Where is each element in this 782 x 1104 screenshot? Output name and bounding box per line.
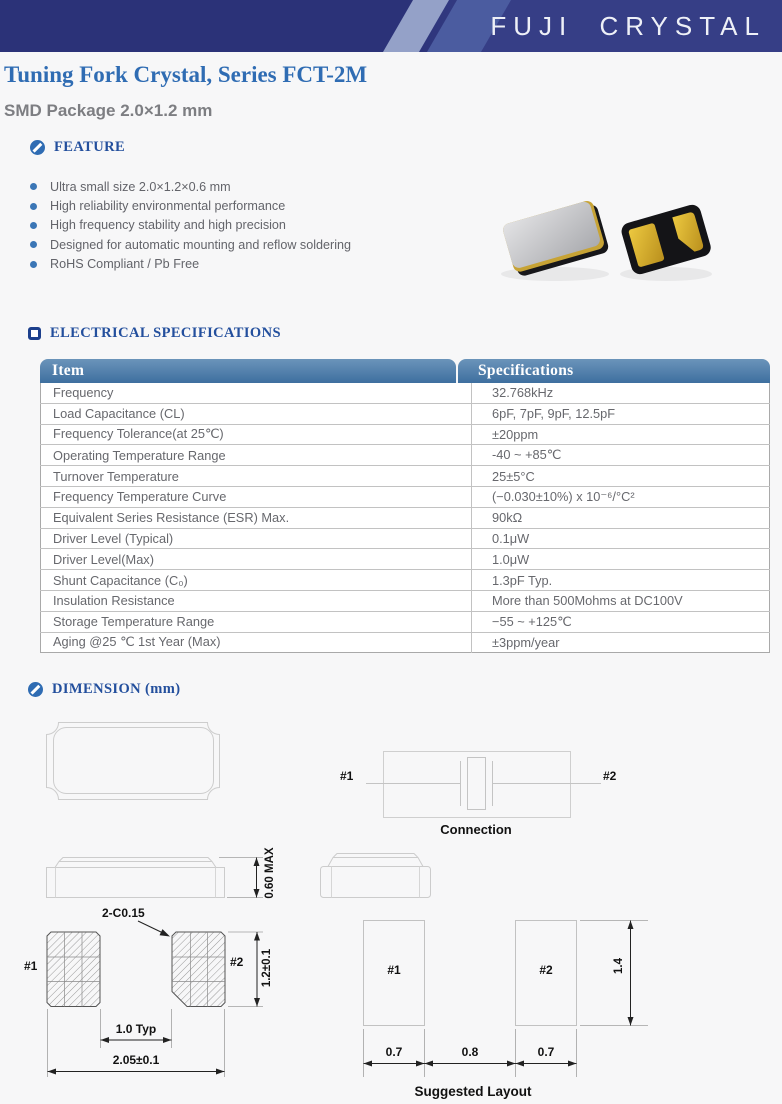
spec-cell: ±3ppm/year <box>492 634 560 650</box>
package-side-view <box>47 858 225 898</box>
header-banner <box>0 0 782 52</box>
package-end-view <box>321 854 431 898</box>
spec-cell: More than 500Mohms at DC100V <box>472 590 770 611</box>
bullet-dot-icon <box>30 261 37 268</box>
spec-cell: 1.0μW <box>472 549 770 570</box>
dimension-section-heading <box>28 681 180 698</box>
item-cell: Frequency Temperature Curve <box>41 486 472 507</box>
chamfer-label: 2-C0.15 <box>102 906 145 920</box>
spec-cell: −55 ~ +125℃ <box>472 611 770 632</box>
item-cell: Equivalent Series Resistance (ESR) Max. <box>41 507 472 528</box>
item-cell: Storage Temperature Range <box>41 611 472 632</box>
connection-diagram <box>366 752 601 818</box>
bullet-dot-icon <box>30 203 37 210</box>
list-item <box>30 177 351 196</box>
list-item <box>30 216 351 235</box>
table-header-row <box>40 359 770 383</box>
feature-list <box>30 177 351 274</box>
feature-text: High frequency stability and high precision <box>50 218 286 233</box>
layout-height-label: 1.4 <box>613 958 625 974</box>
spec-cell: 32.768kHz <box>472 383 770 403</box>
layout-pin1-label: #1 <box>387 963 401 977</box>
table-row <box>41 528 770 549</box>
pad-pitch-label: 1.0 Typ <box>115 1022 157 1036</box>
pad1-shape <box>47 932 100 1007</box>
spec-cell: 25±5°C <box>472 466 770 487</box>
table-row <box>41 570 770 591</box>
spec-cell: 6pF, 7pF, 9pF, 12.5pF <box>472 403 770 424</box>
chamfer-leader-arrow <box>138 921 170 937</box>
connection-pin2-label: #2 <box>603 769 617 783</box>
spec-cell: 0.1μW <box>472 528 770 549</box>
table-row <box>41 466 770 487</box>
bullet-dot-icon <box>30 183 37 190</box>
table-row <box>41 507 770 528</box>
item-cell: Load Capacitance (CL) <box>41 403 472 424</box>
crystal-top-view-photo <box>501 199 609 279</box>
layout-pin2-label: #2 <box>539 963 553 977</box>
slash-circle-icon <box>28 682 43 697</box>
dimension-heading-label: DIMENSION (mm) <box>52 681 181 697</box>
table-row <box>41 549 770 570</box>
suggested-layout-caption: Suggested Layout <box>414 1084 532 1099</box>
feature-heading-label: FEATURE <box>54 139 126 155</box>
item-cell: Insulation Resistance <box>41 590 472 611</box>
table-row <box>41 632 770 653</box>
electrical-section-heading <box>28 325 281 342</box>
layout-pad-right-label: 0.7 <box>537 1045 555 1059</box>
square-outline-icon <box>28 327 41 340</box>
connection-caption: Connection <box>440 822 512 837</box>
bullet-dot-icon <box>30 222 37 229</box>
layout-gap-label: 0.8 <box>461 1045 479 1059</box>
table-row <box>41 383 770 403</box>
feature-section-heading <box>30 139 125 156</box>
bullet-dot-icon <box>30 241 37 248</box>
list-item <box>30 196 351 215</box>
connection-pin1-label: #1 <box>340 769 354 783</box>
table-row <box>41 445 770 466</box>
brand-logo-text: FUJI CRYSTAL <box>490 11 766 41</box>
depth-dimension <box>228 932 263 1007</box>
height-dimension <box>219 858 263 898</box>
feature-text: High reliability environmental performance <box>50 199 286 214</box>
electrical-spec-table <box>40 359 770 653</box>
table-row <box>41 486 770 507</box>
body-depth-label: 1.2±0.1 <box>261 948 273 988</box>
spec-cell: 1.3pF Typ. <box>472 570 770 591</box>
table-header-item: Item <box>40 359 456 383</box>
page-subtitle: SMD Package 2.0×1.2 mm <box>4 101 213 120</box>
table-header-specifications: Specifications <box>458 359 770 383</box>
crystal-bottom-view-photo <box>619 203 712 277</box>
layout-pad-left-label: 0.7 <box>385 1045 403 1059</box>
pad2-shape <box>172 932 225 1007</box>
spec-cell: 90kΩ <box>472 507 770 528</box>
package-top-view <box>47 723 220 800</box>
table-row <box>41 424 770 445</box>
spec-cell: (−0.030±10%) x 10⁻⁶/°C² <box>472 486 770 507</box>
table-row <box>41 590 770 611</box>
feature-text: Designed for automatic mounting and reflow soldering <box>50 237 352 252</box>
bottom-pin2-label: #2 <box>230 955 244 969</box>
item-cell: Driver Level (Typical) <box>41 528 472 549</box>
spec-cell: -40 ~ +85℃ <box>472 445 770 466</box>
height-max-label: 0.60 MAX <box>264 847 276 899</box>
electrical-heading-label: ELECTRICAL SPECIFICATIONS <box>50 325 281 341</box>
spec-cell: ±20ppm <box>472 424 770 445</box>
list-item <box>30 255 351 274</box>
list-item <box>30 235 351 254</box>
item-cell: Shunt Capacitance (C₀) <box>41 570 472 591</box>
item-cell: Driver Level(Max) <box>41 549 472 570</box>
body-width-label: 2.05±0.1 <box>112 1053 160 1067</box>
table-row <box>41 403 770 424</box>
table-row <box>41 611 770 632</box>
item-cell: Frequency Tolerance(at 25℃) <box>41 424 472 445</box>
page-title: Tuning Fork Crystal, Series FCT-2M <box>4 62 368 87</box>
feature-text: Ultra small size 2.0×1.2×0.6 mm <box>50 179 231 194</box>
feature-text: RoHS Compliant / Pb Free <box>50 257 200 272</box>
item-cell: Aging @25 ℃ 1st Year (Max) <box>41 632 472 653</box>
bottom-pin1-label: #1 <box>24 959 38 973</box>
package-bottom-view <box>47 932 225 1007</box>
slash-circle-icon <box>30 140 45 155</box>
item-cell: Turnover Temperature <box>41 466 472 487</box>
item-cell: Frequency <box>41 383 472 403</box>
product-photo <box>498 182 733 294</box>
item-cell: Operating Temperature Range <box>41 445 472 466</box>
